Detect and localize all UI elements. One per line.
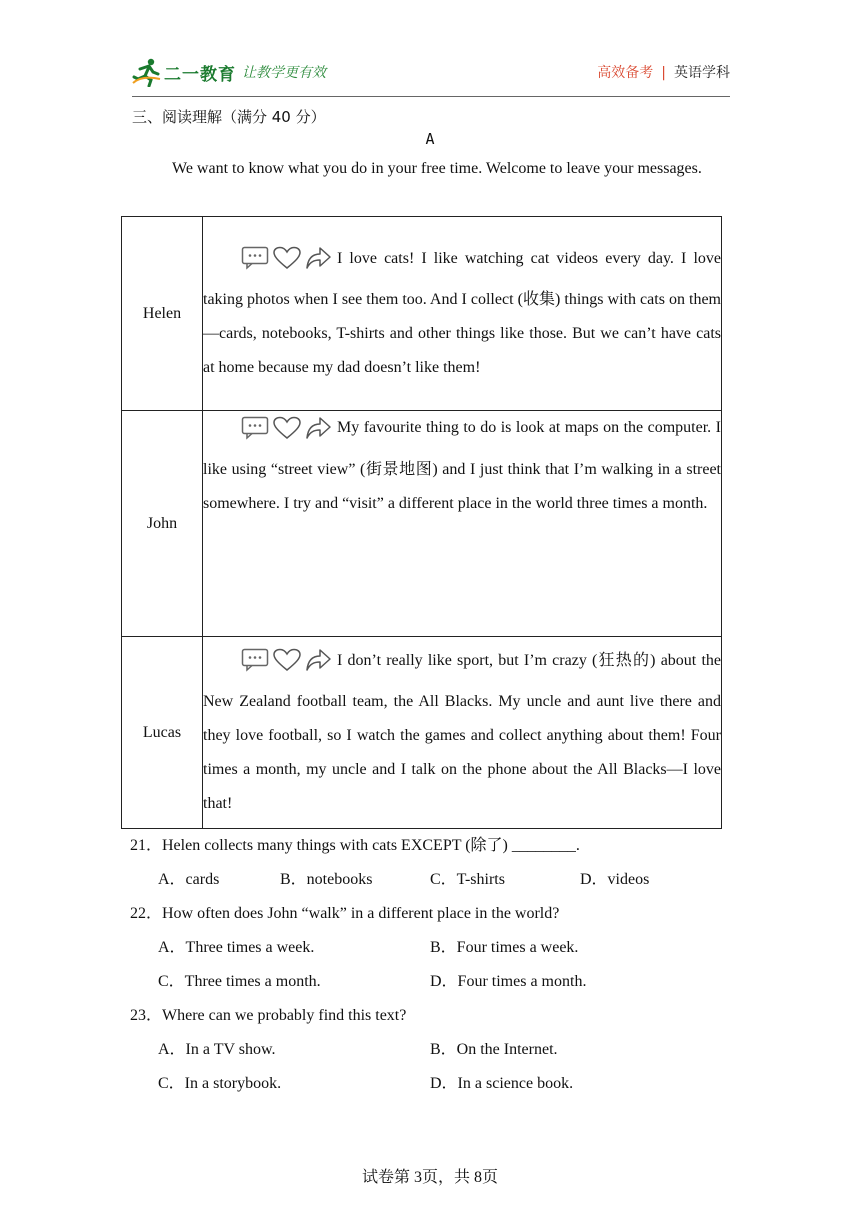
share-icon[interactable] xyxy=(305,246,331,283)
message-author: Lucas xyxy=(122,637,203,829)
message-cell xyxy=(203,217,722,411)
message-text: I love cats! I like watching cat videos every day. I love taking photos when I see them too. And I collect (收集) things with cats on them —cards, notebooks, T-shirts and other things like those. But we can’t have cats at home because my dad doesn’t like them! xyxy=(203,249,721,377)
message-actions xyxy=(241,648,335,685)
passage-label: A xyxy=(425,130,435,148)
question-option[interactable]: C．T-shirts xyxy=(430,871,505,888)
message-row xyxy=(122,411,722,637)
comment-icon[interactable] xyxy=(241,246,269,283)
message-actions xyxy=(241,416,335,453)
question-option[interactable]: C．Three times a month. xyxy=(158,973,321,990)
message-text: My favourite thing to do is look at maps on the computer. I like using “street view” (街景地图) and I just think that I’m walking in a street somewhere. I try and “visit” a different place in the world three times a month. xyxy=(203,419,721,512)
message-row xyxy=(122,217,722,411)
comment-icon[interactable] xyxy=(241,416,269,453)
question-option[interactable]: B．Four times a week. xyxy=(430,939,579,956)
comment-icon[interactable] xyxy=(241,648,269,685)
header-tagline: 高效备考 xyxy=(597,65,654,81)
question-stem: 22．How often does John “walk” in a different place in the world? xyxy=(130,905,560,922)
question-option[interactable]: A．cards xyxy=(158,871,220,888)
question-option[interactable]: B．notebooks xyxy=(280,871,373,888)
question-option[interactable]: D．Four times a month. xyxy=(430,973,587,990)
share-icon[interactable] xyxy=(305,648,331,685)
question-option[interactable]: D．In a science book. xyxy=(430,1075,574,1092)
message-actions xyxy=(241,246,335,283)
header-subject-label: 英语学科 xyxy=(674,65,730,81)
header-separator: | xyxy=(661,65,666,81)
logo xyxy=(132,54,326,90)
message-cell xyxy=(203,411,722,637)
heart-icon[interactable] xyxy=(273,648,301,685)
message-text: I don’t really like sport, but I’m crazy (狂热的) about the New Zealand football team, the All Blacks. My uncle and aunt live there and they love football, so I watch the games and collect anything about them! Four times a month, my uncle and I talk on the phone about the All Blacks—I love that! xyxy=(203,651,721,813)
logo-slogan: 让教学更有效 xyxy=(242,65,326,81)
message-author: Helen xyxy=(122,217,203,411)
section-title: 三、阅读理解（满分 40 分） xyxy=(132,108,326,126)
question-stem: 21．Helen collects many things with cats EXCEPT (除了) ________. xyxy=(130,837,580,854)
messages-table xyxy=(121,216,722,829)
question-stem: 23．Where can we probably find this text? xyxy=(130,1007,407,1024)
message-cell xyxy=(203,637,722,829)
question-option[interactable]: C．In a storybook. xyxy=(158,1075,282,1092)
page-header xyxy=(132,48,730,97)
message-author: John xyxy=(122,411,203,637)
header-subject xyxy=(597,62,730,82)
message-row xyxy=(122,637,722,829)
question-option[interactable]: A．Three times a week. xyxy=(158,939,315,956)
passage-intro: We want to know what you do in your free time. Welcome to leave your messages. xyxy=(172,160,702,177)
heart-icon[interactable] xyxy=(273,416,301,453)
logo-name: 二一教育 xyxy=(164,64,236,85)
question-option[interactable]: B．On the Internet. xyxy=(430,1041,558,1058)
runner-logo-icon xyxy=(132,57,162,87)
heart-icon[interactable] xyxy=(273,246,301,283)
share-icon[interactable] xyxy=(305,416,331,453)
question-option[interactable]: D．videos xyxy=(580,871,650,888)
question-option[interactable]: A．In a TV show. xyxy=(158,1041,276,1058)
page-footer: 试卷第 3页，共 8页 xyxy=(361,1169,498,1186)
